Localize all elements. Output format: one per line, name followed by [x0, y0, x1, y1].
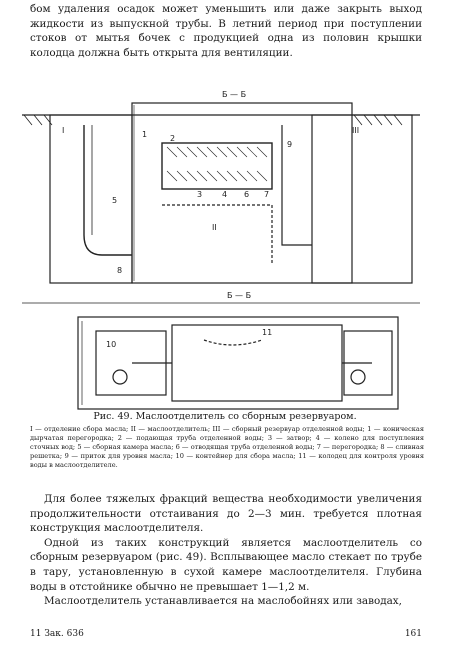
section-label-top: Б — Б — [222, 90, 247, 99]
paragraph: бом удаления осадок может уменьшить или даже закрыть выход жидкости из выпускной трубы. В летний период при поступлении стоков от мытья бочек с продукцией одна из половин крышки колодца должна быть открыта для вентиляции. — [30, 3, 422, 59]
label-iii: III — [352, 126, 360, 135]
page-footer — [30, 629, 422, 639]
svg-text:5: 5 — [112, 196, 118, 205]
label-ii: II — [212, 223, 217, 232]
figure-legend: I — отделение сбора масла; II — маслоотделитель; III — сборный резервуар отделенной воды; 1 — коническая дырчатая перегородка; 2 — подающая труба отделенной воды; 3 — затвор; 4 — колено для поступления сточных вод; 5 — сборная камера масла; 6 — отводящая труба отделенной воды; 7 — перегородка; 8 — сливная решетка; 9 — приток для уровня масла; 10 — контейнер для сбора масла; 11 — колодец для контроля уровня воды в маслоотделителе. — [30, 425, 424, 469]
svg-text:10: 10 — [106, 340, 117, 349]
paragraph: Маслоотделитель устанавливается на маслобойнях или заводах, — [44, 595, 402, 608]
svg-text:1: 1 — [142, 130, 148, 139]
svg-text:7: 7 — [264, 190, 270, 199]
page-number: 161 — [404, 629, 422, 639]
section-label-mid: Б — Б — [227, 291, 252, 300]
label-i: I — [62, 126, 65, 135]
section-outline — [132, 103, 352, 283]
svg-text:11: 11 — [262, 328, 273, 337]
svg-text:4: 4 — [222, 190, 228, 199]
top-text — [30, 2, 422, 60]
body-text — [30, 492, 422, 609]
maslootdelitel-figure — [22, 85, 432, 445]
svg-text:2: 2 — [170, 134, 176, 143]
svg-text:9: 9 — [287, 140, 293, 149]
paragraph: Для более тяжелых фракций вещества необходимости увеличения продолжительности отстаивания до 2—3 мин. требуется плотная конструкция маслоотделителя. — [30, 493, 422, 535]
svg-text:8: 8 — [117, 266, 123, 275]
svg-text:3: 3 — [197, 190, 203, 199]
footer-signature: 11 Зак. 636 — [30, 629, 84, 639]
svg-text:6: 6 — [244, 190, 250, 199]
chamber-iii — [312, 115, 412, 283]
figure-caption-title: Рис. 49. Маслоотделитель со сборным резервуаром. — [93, 411, 357, 422]
paragraph: Одной из таких конструкций является маслоотделитель со сборным резервуаром (рис. 49). Всплывающее масло стекает по трубе в тару, установленную в сухой камере маслоотделителя. Глубина воды в отстойнике обычно не превышает 1—1,2 м. — [30, 536, 422, 593]
chamber-i — [50, 115, 132, 283]
